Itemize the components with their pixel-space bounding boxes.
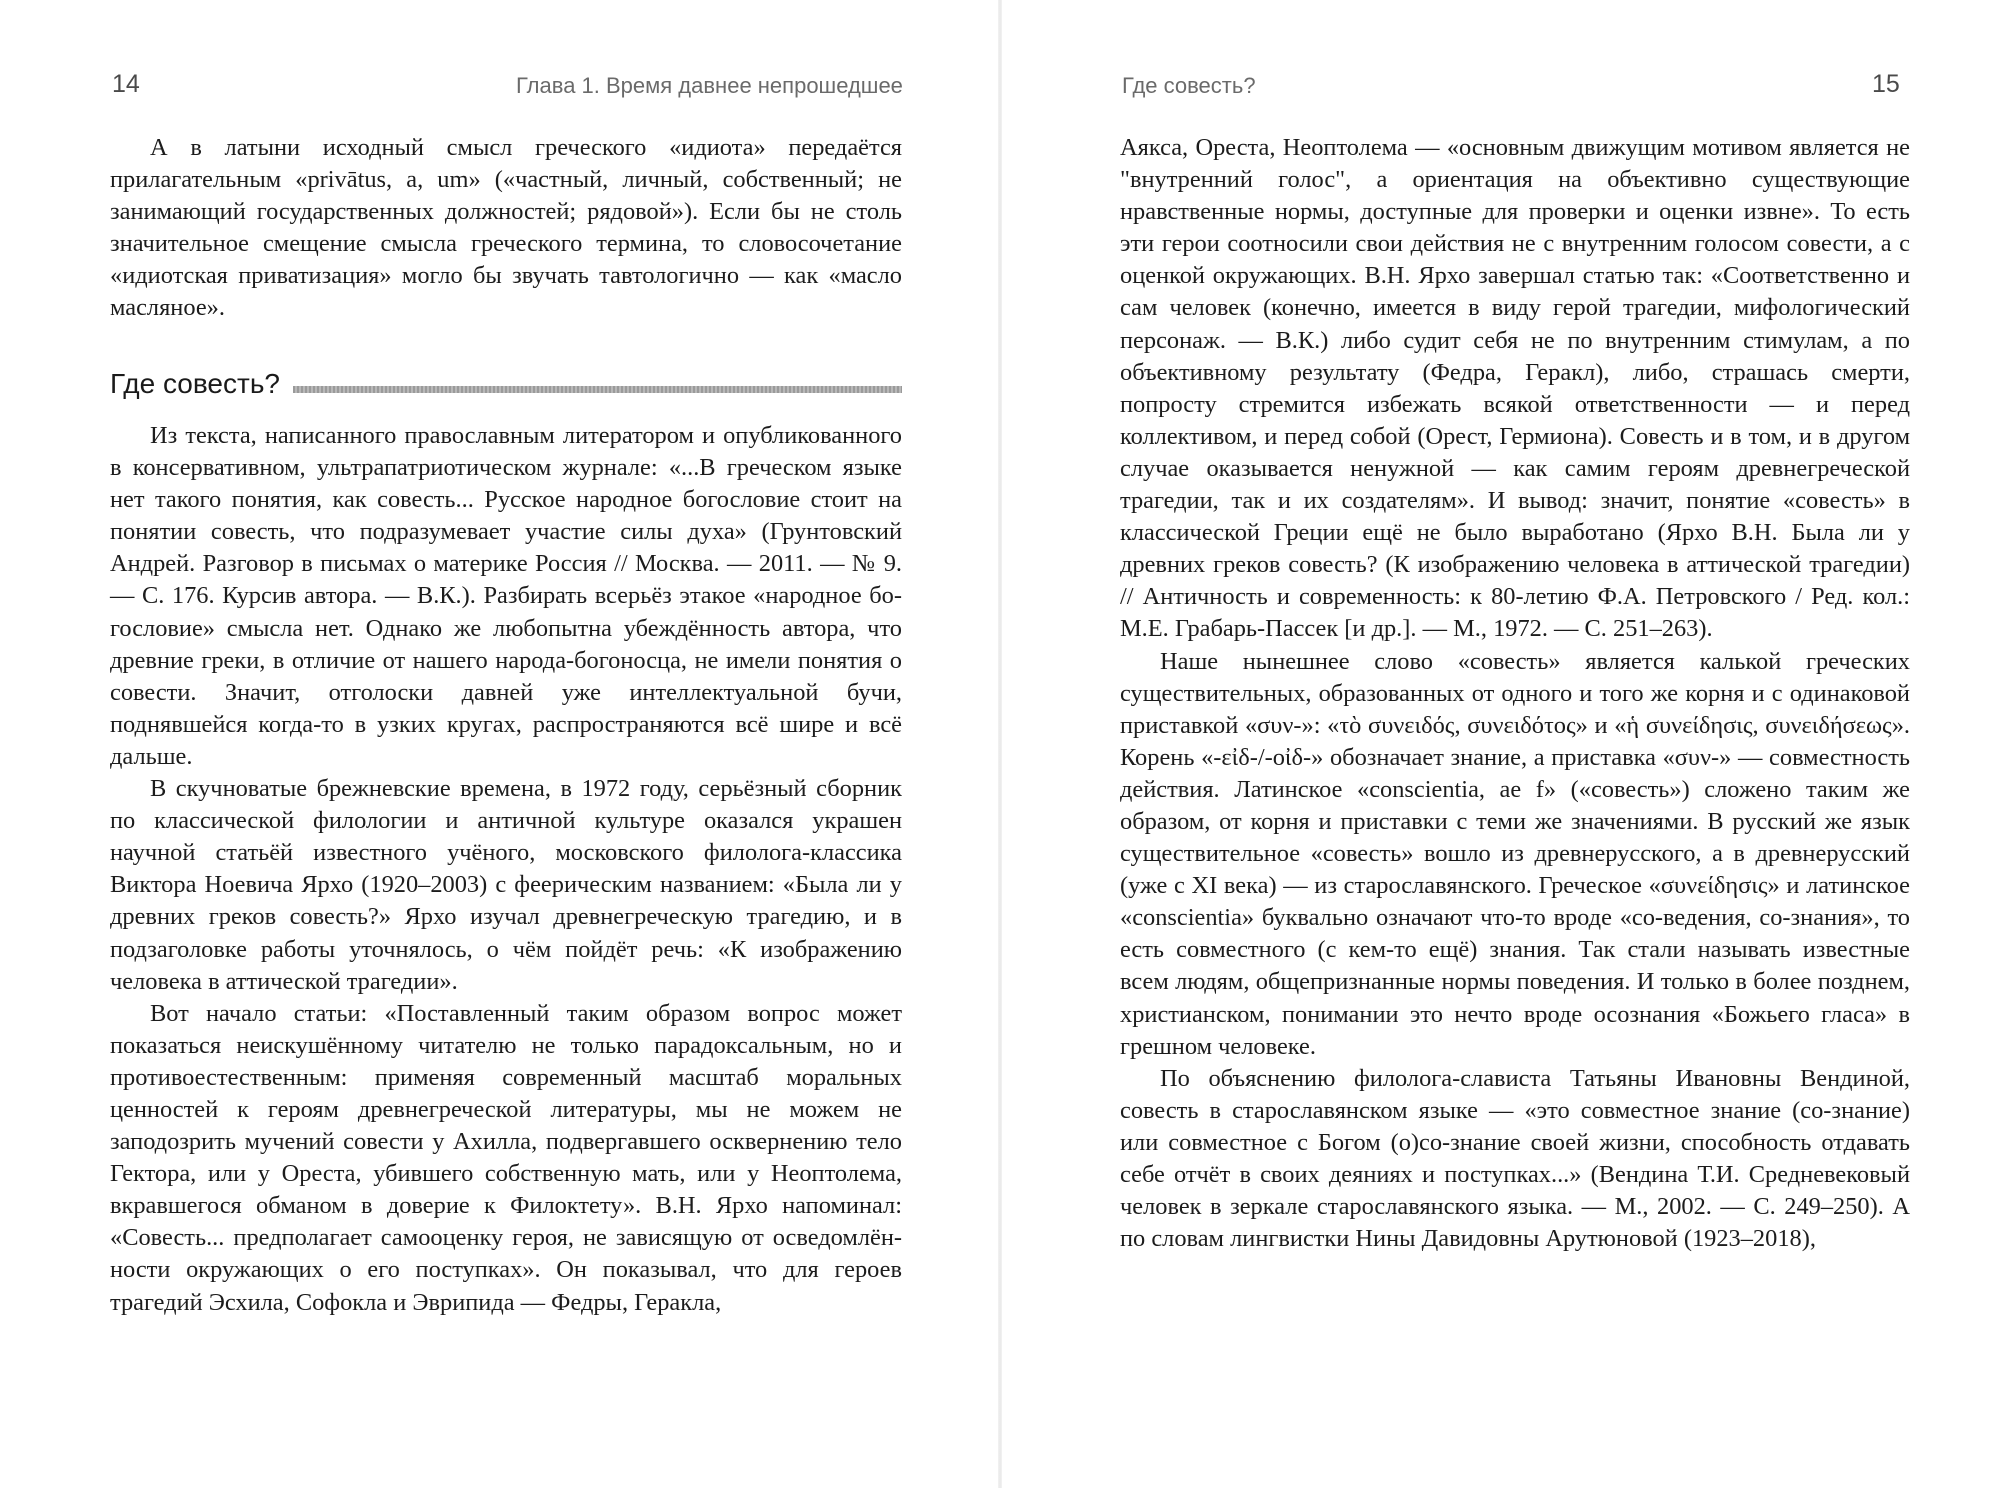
paragraph: А в латыни исходный смысл греческого «идиота» передаётся прилагательным «privātus, a, um» («частный, личный, собственный; не занимающий государственных должностей; рядовой»). Если бы не столь значительное смещение смысла греческого термина, то словосочетание «идиотская приватизация» могло бы звучать тавтологично — как «масло масляное».	[110, 134, 902, 322]
intro-text-block	[110, 132, 902, 325]
running-head-right: Где совесть?	[1122, 73, 1256, 98]
paragraph: В скучноватые брежневские времена, в 1972 году, серьёзный сборник по классической филологии и античной культуре оказался украшен научной статьёй известного учёного, московского филолога-классика Виктора Ноевича Ярхо (1920–2003) с феерическим названием: «Была ли у древних греков совесть?» Ярхо изучал древнегреческую трагедию, и в подзаголовке работы уточнялось, о чём пойдёт речь: «К изображению человека в аттической трагедии».	[110, 775, 902, 995]
right-body-text	[1120, 132, 1910, 1255]
right-page	[1002, 0, 2000, 1488]
page-number-left: 14	[112, 70, 140, 98]
section-heading-title: Где совесть?	[110, 368, 280, 399]
paragraph: Из текста, написанного православным литератором и опубликованного в консервативном, ультрапатриотическом журнале: «...В греческом языке нет такого понятия, как совесть... Русское народное богословие стоит на понятии совесть, что подразумевает участие силы духа» (Грунтовский Андрей. Разговор в письмах о материке Россия // Москва. — 2011. — № 9. — С. 176. Курсив автора. — В.К.). Разбирать всерьёз этакое «народное богословие» смысла нет. Однако же любопытна убеждённость автора, что древние греки, в отличие от нашего народа-богоносца, не имели понятия о совести. Значит, отголоски давней уже интеллектуальной бучи, поднявшейся когда-то в узких кругах, распространяются всё шире и всё дальше.	[110, 422, 902, 770]
paragraph: Наше нынешнее слово «совесть» является калькой греческих существительных, образованных от одного и того же корня и с одинаковой приставкой «συν-»: «τὸ συνειδός, συνειδότος» и «ἡ συνείδησις, συνειδήσεως». Корень «-εἰδ-/-οἰδ-» обозначает знание, а приставка «συν-» — совместность действия. Латинское «conscientia, ae f» («совесть») сложено таким же образом, от корня и приставки с теми же значениями. В русский же язык существительное «совесть» вошло из древнерусского, а в древнерусский (уже с XI века) — из старославянского. Греческое «συνείδησις» и латинское «conscientia» буквально означают что-то вроде «со-ведения, со-знания», то есть совместного (с кем-то ещё) знания. Так стали называть известные всем людям, общепризнанные нормы поведения. И только в более позднем, христианском, понимании это нечто вроде осознания «Божьего гласа» в грешном человеке.	[1120, 647, 1910, 1060]
paragraph: Вот начало статьи: «Поставленный таким образом вопрос может показаться неискушённому читателю не только парадоксальным, но и противоестественным: применяя современный масштаб моральных ценностей к героям древнегреческой литературы, мы не можем не заподозрить мучений совести у Ахилла, подвергавшего осквернению тело Гектора, или у Ореста, убившего собственную мать, или у Неоптолема, вкравшегося обманом в доверие к Филоктету». В.Н. Ярхо напоминал: «Совесть... предполагает самооценку героя, не зависящую от осведомлённости окружающих о его поступках». Он показывал, что для героев трагедий Эсхила, Софокла и Эврипида — Федры, Геракла,	[110, 999, 902, 1316]
running-head-left: Глава 1. Время давнее непрошедшее	[516, 73, 903, 98]
paragraph: Аякса, Ореста, Неоптолема — «основным движущим мотивом является не "внутренний голос", а ориентация на объективно существующие нравственные нормы, доступные для проверки и оценки извне». То есть эти герои соотносили свои действия не с внутренним голосом совести, а с оценкой окружающих. В.Н. Ярхо завершал статью так: «Соответственно и сам человек (конечно, имеется в виду герой трагедии, мифологический персонаж. — В.К.) либо судит себя не по внутренним стимулам, а по объективному результату (Федра, Геракл), либо, страшась смерти, попросту стремится избежать всякой ответственности — и перед коллективом, и перед собой (Орест, Гермиона). Совесть и в том, и в другом случае оказывается ненужной — как самим героям древнегреческой трагедии, так и их создателям». И вывод: значит, понятие «совесть» в классической Греции ещё не было выработано (Ярхо В.Н. Была ли у древних греков совесть? (К изображению человека в аттической трагедии) // Античность и современность: к 80-летию Ф.А. Петровского / Ред. кол.: М.Е. Грабарь-Пассек [и др.]. — М., 1972. — С. 251–263).	[1120, 134, 1910, 643]
left-body-text	[110, 420, 902, 1319]
section-heading	[110, 368, 902, 408]
paragraph: По объяснению филолога-слависта Татьяны Ивановны Вендиной, совесть в старославянском языке — «это совместное знание (со-знание) или совместное с Богом (о)со-знание своей жизни, способность отдавать себе отчёт в своих деяниях и поступках...» (Вендина Т.И. Средневековый человек в зеркале старославянского языка. — М., 2002. — С. 249–250). А по словам лингвистки Нины Давидовны Арутюновой (1923–2018),	[1120, 1064, 1910, 1253]
heading-decorative-rule	[293, 386, 902, 393]
left-page	[0, 0, 998, 1488]
page-number-right: 15	[1872, 70, 1900, 98]
